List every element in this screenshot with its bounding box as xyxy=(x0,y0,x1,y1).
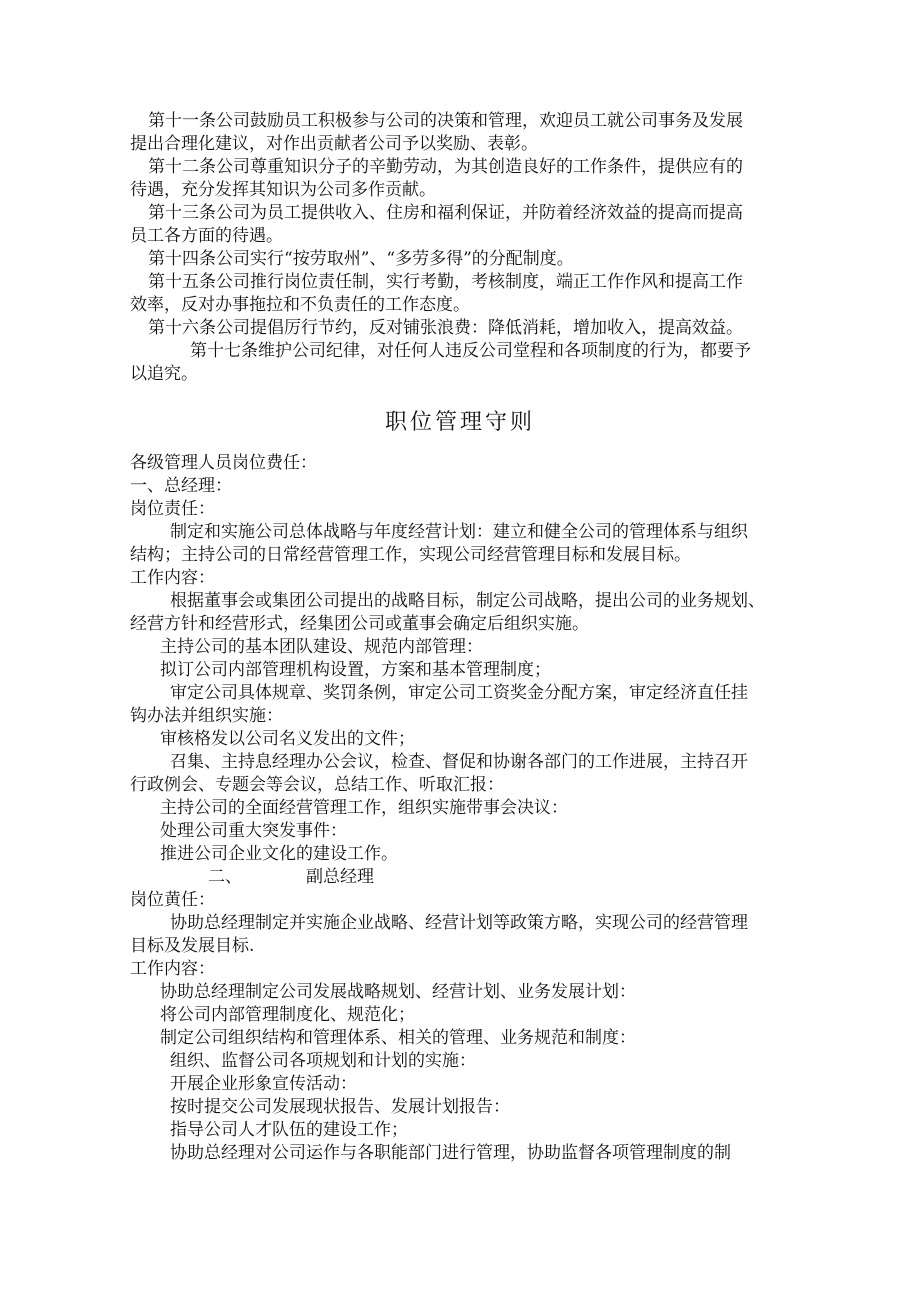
vgm-duty-line-1: 协助总经理制定并实施企业战略、经营计划等政策方略，实现公司的经营管理 xyxy=(170,913,748,933)
gm-work-item-5: 审核格发以公司名义发出的文件； xyxy=(160,729,415,749)
article-17-line-2: 以追究。 xyxy=(130,364,198,384)
vgm-heading-text: 副总经理 xyxy=(306,867,374,887)
vgm-work-item-8: 协助总经理对公司运作与各职能部门进行管理，协助监督各项管理制度的制 xyxy=(170,1143,731,1163)
vgm-work-item-2: 将公司内部管理制度化、规范化； xyxy=(160,1005,415,1025)
gm-work-item-1-line-2: 经营方针和经营形式，经集团公司或董事会确定后组织实施。 xyxy=(130,614,589,634)
gm-duty-line-2: 结构；主持公司的日常经营管理工作，实现公司经营管理目标和发展目标。 xyxy=(130,545,691,565)
gm-work-item-1-line-1: 根据董事会或集团公司提出的战略目标，制定公司战略，提出公司的业务规划、 xyxy=(170,591,765,611)
article-16-line-1: 第十六条公司提倡厉行节约，反对铺张浪费：降低消耗，增加收入，提高效益。 xyxy=(148,318,743,338)
vgm-work-item-7: 指导公司人才队伍的建设工作； xyxy=(170,1120,408,1140)
article-12-line-1: 第十二条公司尊重知识分子的辛勤劳动，为其创造良好的工作条件，提供应有的 xyxy=(148,157,743,177)
gm-duty-line-1: 制定和实施公司总体战略与年度经营计划：建立和健全公司的管理体系与组织 xyxy=(170,522,748,542)
gm-work-item-4-line-1: 审定公司具体规章、奖罚条例，审定公司工资奖金分配方案，审定经济直任挂 xyxy=(170,683,748,703)
article-14-line-1: 第十四条公司实行“按劳取州”、“多劳多得”的分配制度。 xyxy=(148,249,574,269)
article-12-line-2: 待遇，充分发挥其知识为公司多作贡献。 xyxy=(130,180,436,200)
article-11-line-2: 提出合理化建议，对作出贡献者公司予以奖励、表彰。 xyxy=(130,134,538,154)
gm-work-item-9: 推进公司企业文化的建设工作。 xyxy=(160,844,398,864)
gm-heading: 一、总经理： xyxy=(130,476,232,496)
vgm-duty-label: 岗位黄任： xyxy=(130,890,215,910)
article-13-line-1: 第十三条公司为员工提供收入、住房和福利保证，并防着经济效益的提高而提高 xyxy=(148,203,743,223)
management-intro: 各级管理人员岗位费任： xyxy=(130,453,317,473)
gm-duty-label: 岗位责任： xyxy=(130,499,215,519)
article-15-line-1: 第十五条公司推行岗位责任制，实行考勤，考核制度，端正工作作风和提高工作 xyxy=(148,272,743,292)
vgm-work-item-5: 开展企业形象宣传活动： xyxy=(170,1074,357,1094)
article-11-line-1: 第十一条公司鼓励员工积极参与公司的决策和管理，欢迎员工就公司事务及发展 xyxy=(148,111,743,131)
article-17-line-1: 第十七条维护公司纪律，对任何人违反公司堂程和各项制度的行为，都要予 xyxy=(190,341,751,361)
gm-work-item-8: 处理公司重大突发事件： xyxy=(160,821,347,841)
document-title: 职位管理守则 xyxy=(384,410,535,435)
gm-work-label: 工作内容： xyxy=(130,568,215,588)
vgm-work-item-1: 协助总经理制定公司发展战略规划、经营计划、业务发展计划： xyxy=(160,982,636,1002)
vgm-work-item-4: 组织、监督公司各项规划和计划的实施： xyxy=(170,1051,476,1071)
gm-work-item-4-line-2: 钩办法并组织实施： xyxy=(130,706,283,726)
gm-work-item-6-line-1: 召集、主持息经理办公会议，检查、督促和协谢各部门的工作进展，主持召开 xyxy=(170,752,748,772)
general-manager-section xyxy=(130,452,790,1165)
gm-work-item-6-line-2: 行政例会、专题会等会议，总结工作、听取汇报： xyxy=(130,775,504,795)
article-13-line-2: 员工各方面的待遇。 xyxy=(130,226,283,246)
vgm-duty-line-2: 目标及发展目标. xyxy=(130,936,255,956)
vgm-work-item-3: 制定公司组织结构和管理体系、相关的管理、业务规范和制度： xyxy=(160,1028,636,1048)
gm-work-item-7: 主持公司的全面经营管理工作，组织实施带事会决议： xyxy=(160,798,568,818)
vgm-heading-number: 二、 xyxy=(208,867,242,887)
vgm-heading xyxy=(130,866,790,889)
vgm-work-label: 工作内容： xyxy=(130,959,215,979)
vgm-work-item-6: 按时提交公司发展现状报告、发展计划报告： xyxy=(170,1097,510,1117)
gm-work-item-3: 拟订公司内部管理机构设置，方案和基本管理制度； xyxy=(160,660,551,680)
article-15-line-2: 效率，反对办事拖拉和不负责任的工作态度。 xyxy=(130,295,470,315)
gm-work-item-2: 主持公司的基本团队建设、规范内部管理： xyxy=(160,637,483,657)
articles-section xyxy=(130,110,790,386)
